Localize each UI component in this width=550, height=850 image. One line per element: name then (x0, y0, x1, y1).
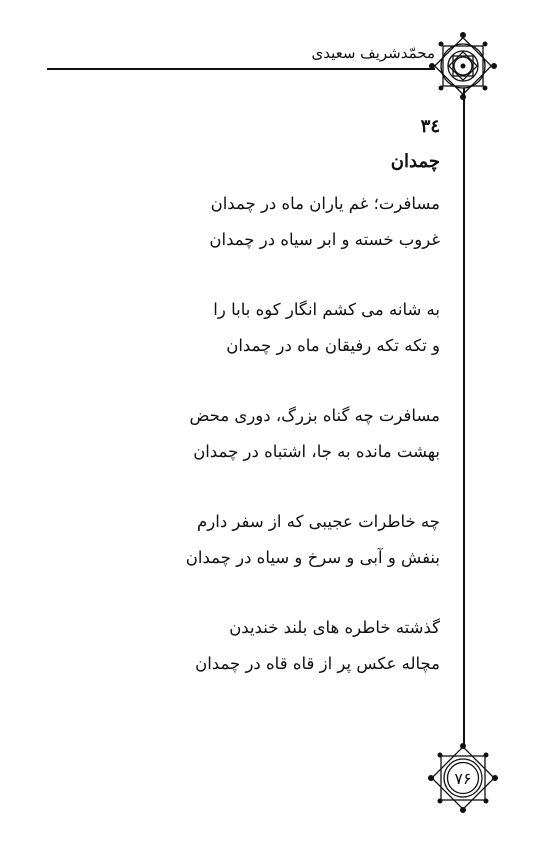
stanza (140, 186, 440, 258)
poem-line: غروب خسته و ابر سیاه در چمدان (209, 230, 440, 249)
poem-line: و تکه تکه رفیقان ماه در چمدان (226, 336, 440, 355)
poem-number: ۳٤ (420, 116, 440, 137)
poem-line: مسافرت چه گناه بزرگ، دوری محض (189, 406, 440, 425)
page-number: ۷۶ (454, 768, 472, 788)
vertical-rule (463, 88, 465, 748)
poem-line: گذشته خاطره های بلند خندیدن (229, 618, 440, 637)
header-rule (47, 68, 435, 70)
poem-title: چمدان (390, 151, 440, 172)
poem-line: مچاله عکس پر از قاه قاه در چمدان (195, 654, 440, 673)
poem-line: بهشت مانده به جا، اشتباه در چمدان (193, 442, 440, 461)
poem-line: به شانه می کشم انگار کوه بابا را (213, 300, 440, 319)
stanza (140, 610, 440, 682)
stanza (140, 292, 440, 364)
author-name: محمّدشریف سعیدی (311, 44, 435, 62)
poem (140, 110, 440, 716)
poem-line: بنفش و آبی و سرخ و سیاه در چمدان (185, 548, 440, 567)
stanza (140, 504, 440, 576)
stanza (140, 398, 440, 470)
poem-line: چه خاطرات عجیبی که از سفر دارم (197, 512, 440, 531)
poem-line: مسافرت؛ غم یاران ماه در چمدان (210, 194, 440, 213)
